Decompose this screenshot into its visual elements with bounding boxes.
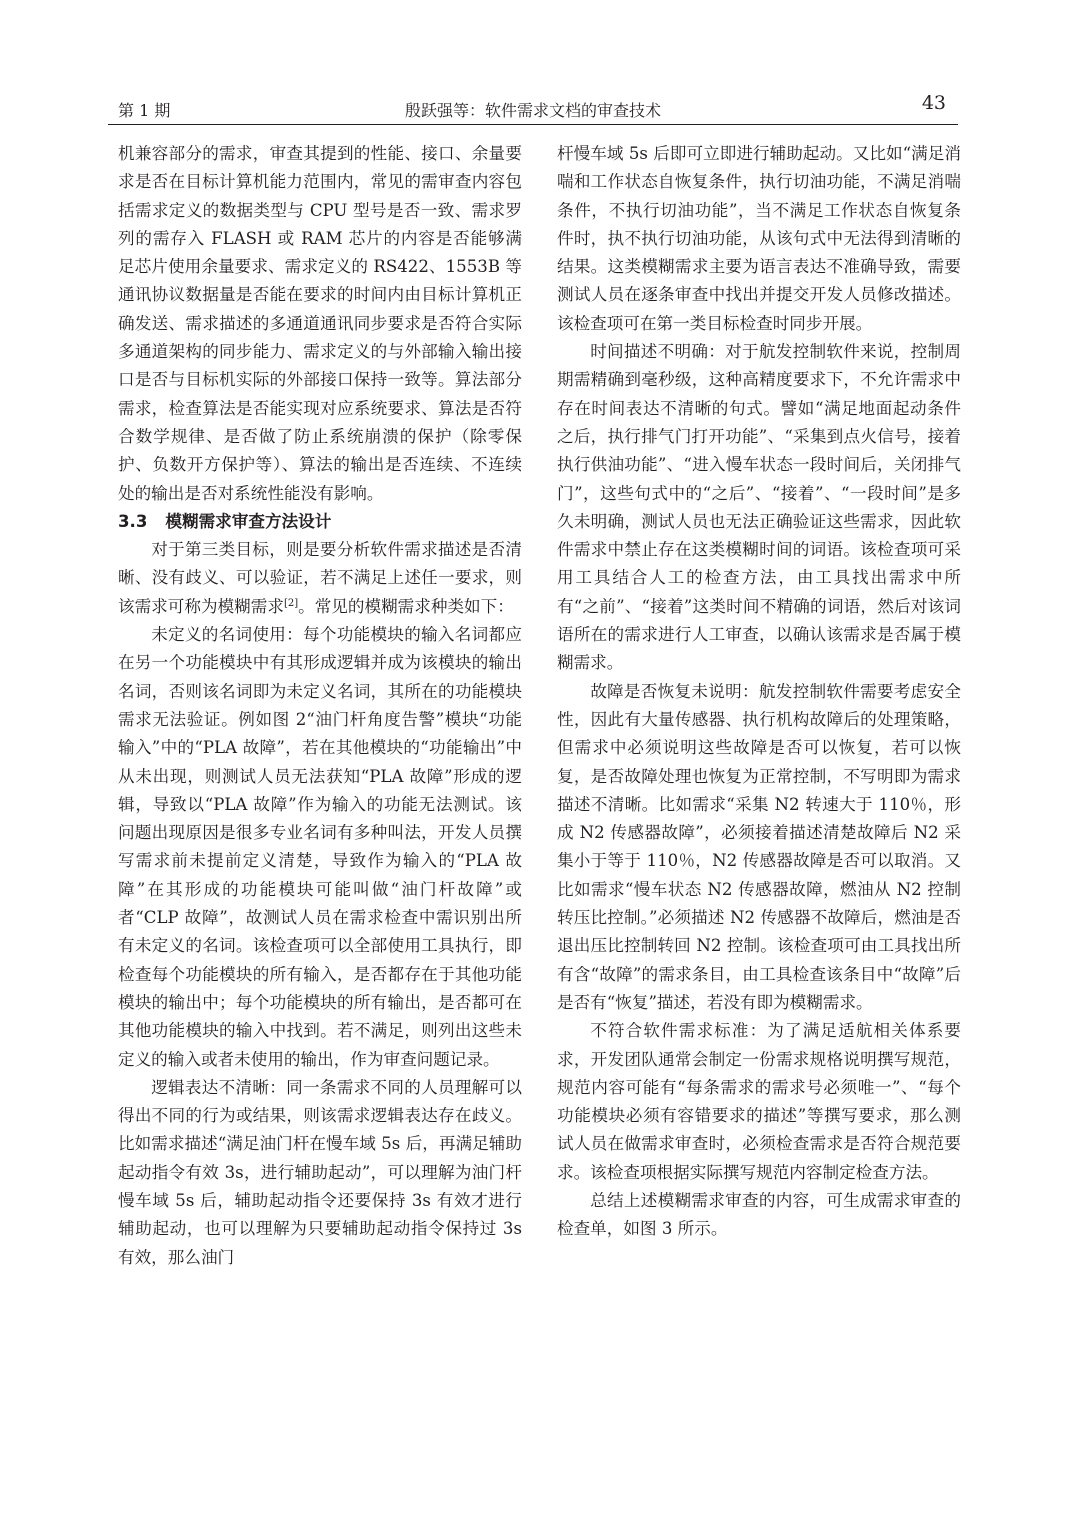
paragraph-continued-right: 杆慢车域 5s 后即可立即进行辅助起动。又比如“满足消喘和工作状态自恢复条件，执行切油功能，不满足消喘条件，不执行切油功能”，当不满足工作状态自恢复条件时，执不执行切油功能，从该句式中无法得到清晰的结果。这类模糊需求主要为语言表达不准确导致，需要测试人员在逐条审查中找出并提交开发人员修改描述。该检查项可在第一类目标检查时同步开展。: [557, 144, 961, 333]
paragraph-unclear-time: 时间描述不明确：对于航发控制软件来说，控制周期需精确到毫秒级，这种高精度要求下，不允许需求中存在时间表达不清晰的句式。譬如“满足地面起动条件之后，执行排气门打开功能”、“采集到点火信号，接着执行供油功能”、“进入慢车状态一段时间后，关闭排气门”，这些句式中的“之后”、“接着”、“一段时间”是多久未明确，测试人员也无法正确验证这些需求，因此软件需求中禁止存在这类模糊时间的词语。该检查项可采用工具结合人工的检查方法，由工具找出需求中所有“之前”、“接着”这类时间不精确的词语，然后对该词语所在的需求进行人工审查，以确认该需求是否属于模糊需求。: [557, 342, 961, 673]
paragraph-standards: 不符合软件需求标准：为了满足适航相关体系要求，开发团队通常会制定一份需求规格说明撰写规范，规范内容可能有“每条需求的需求号必须唯一”、“每个功能模块必须有容错要求的描述”等撰写要求，那么测试人员在做需求审查时，必须检查需求是否符合规范要求。该检查项根据实际撰写规范内容制定检查方法。: [557, 1021, 961, 1182]
page-header: [108, 92, 958, 128]
paragraph-fault-recovery: 故障是否恢复未说明：航发控制软件需要考虑安全性，因此有大量传感器、执行机构故障后的处理策略，但需求中必须说明这些故障是否可以恢复，若可以恢复，是否故障处理也恢复为正常控制，不写明即为需求描述不清晰。比如需求“采集 N2 转速大于 110％，形成 N2 传感器故障”，必须接着描述清楚故障后 N2 采集小于等于 110％，N2 传感器故障是否可以取消。又比如需求“慢车状态 N2 传感器故障，燃油从 N2 控制转压比控制。”必须描述 N2 传感器不故障后，燃油是否退出压比控制转回 N2 控制。该检查项可由工具找出所有含“故障”的需求条目，由工具检查该条目中“故障”后是否有“恢复”描述，若没有即为模糊需求。: [557, 681, 961, 1012]
intro-text-end: 。常见的模糊需求种类如下：: [298, 596, 514, 616]
paragraph-undefined-terms: 未定义的名词使用：每个功能模块的输入名词都应在另一个功能模块中有其形成逻辑并成为该模块的输出名词，否则该名词即为未定义名词，其所在的功能模块需求无法验证。例如图 2“油门杆角度告警”模块“功能输入”中的“PLA 故障”，若在其他模块的“功能输出”中从未出现，则测试人员无法获知“PLA 故障”形成的逻辑，导致以“PLA 故障”作为输入的功能无法测试。该问题出现原因是很多专业名词有多种叫法，开发人员撰写需求前未提前定义清楚，导致作为输入的“PLA 故障”在其形成的功能模块可能叫做“油门杆故障”或者“CLP 故障”，故测试人员在需求检查中需识别出所有未定义的名词。该检查项可以全部使用工具执行，即检查每个功能模块的所有输入，是否都存在于其他功能模块的输出中；每个功能模块的所有输出，是否都可在其他功能模块的输入中找到。若不满足，则列出这些未定义的输入或者未使用的输出，作为审查问题记录。: [118, 625, 522, 1069]
paragraph-unclear-logic: 逻辑表达不清晰：同一条需求不同的人员理解可以得出不同的行为或结果，则该需求逻辑表达存在歧义。比如需求描述“满足油门杆在慢车域 5s 后，再满足辅助起动指令有效 3s，进行辅助起动”，可以理解为油门杆慢车域 5s 后，辅助起动指令还要保持 3s 有效才进行辅助起动，也可以理解为只要辅助起动指令保持过 3s 有效，那么油门: [118, 1077, 522, 1267]
right-column: [557, 140, 961, 1244]
citation-ref: [2]: [283, 597, 299, 609]
left-column: [118, 140, 522, 1272]
header-rule: [108, 124, 958, 125]
running-title: 殷跃强等：软件需求文档的审查技术: [404, 101, 661, 120]
page-number: 43: [921, 92, 946, 114]
intro-text: 对于第三类目标，则是要分析软件需求描述是否清晰、没有歧义、可以验证，若不满足上述任一要求，则该需求可称为模糊需求: [118, 540, 522, 616]
paragraph-summary: 总结上述模糊需求审查的内容，可生成需求审查的检查单，如图 3 所示。: [557, 1190, 961, 1239]
paragraph-intro: [118, 536, 522, 621]
paragraph-continued: 机兼容部分的需求，审查其提到的性能、接口、余量要求是否在目标计算机能力范围内，常见的需审查内容包括需求定义的数据类型与 CPU 型号是否一致、需求罗列的需存入 FLASH 或 RAM 芯片的内容是否能够满足芯片使用余量要求、需求定义的 RS422、1553B 等通讯协议数据量是否能在要求的时间内由目标计算机正确发送、需求描述的多通道通讯同步要求是否符合实际多通道架构的同步能力、需求定义的与外部输入输出接口是否与目标机实际的外部接口保持一致等。算法部分需求，检查算法是否能实现对应系统要求、算法是否符合数学规律、是否做了防止系统崩溃的保护（除零保护、负数开方保护等）、算法的输出是否连续、不连续处的输出是否对系统性能没有影响。: [118, 144, 522, 503]
section-heading: [118, 508, 522, 536]
journal-issue: 第 1 期: [118, 101, 171, 120]
section-title: 模糊需求审查方法设计: [165, 511, 332, 531]
section-number: 3.3: [118, 511, 148, 531]
